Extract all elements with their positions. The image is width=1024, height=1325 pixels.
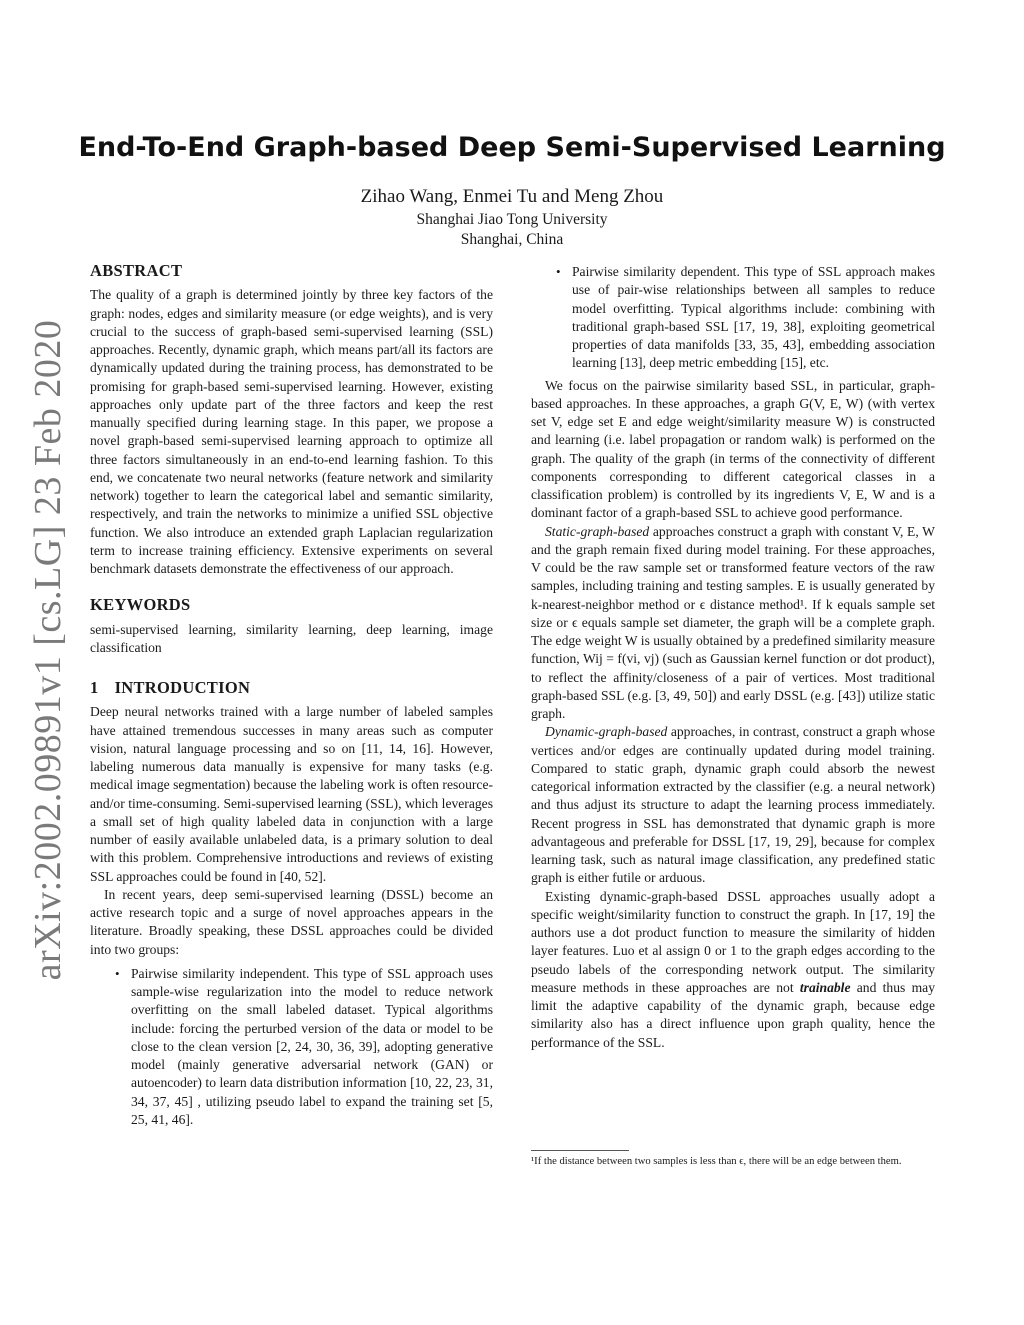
- intro-paragraph-1: Deep neural networks trained with a large number of labeled samples have attained tremendous successes in many areas such as computer vision, natural language processing and so on [11, 14, 16]. However, labeling numerous data manually is expensive for many tasks (e.g. medical image segmentation) because the labeling work is often resource- and/or time-consuming. Semi-supervised learning (SSL), which leverages a small set of high quality labeled data in conjunction with a large number of easily available unlabeled data, is a primary solution to deal with this problem. Comprehensive introductions and reviews of existing SSL approaches could be found in [40, 52].: [90, 704, 493, 884]
- term-static-graph: Static-graph-based: [545, 523, 650, 539]
- affiliation: Shanghai Jiao Tong University: [416, 211, 608, 228]
- footnote: ¹If the distance between two samples is less than ϵ, there will be an edge between them.: [531, 1156, 902, 1167]
- keywords-heading: KEYWORDS: [90, 595, 191, 615]
- intro-paragraph-2: In recent years, deep semi-supervised learning (DSSL) become an active research topic and a surge of novel approaches appears in the literature. Broadly speaking, these DSSL approaches could be divided into two groups:: [90, 886, 493, 957]
- arxiv-identifier: arXiv:2002.09891v1 [cs.LG] 23 Feb 2020: [27, 319, 69, 981]
- list-item-pairwise-independent: • Pairwise similarity independent. This type of SSL approach uses sample-wise regularization into the model to reduce network overfitting on the small labeled dataset. Typical algorithms include: forcing the perturbed version of the data or model to be close to the clean version [2, 24, 30, 36, 39], adopting generative model (mainly generative adversarial network (GAN) or autoencoder) to learn data distribution information [10, 22, 23, 31, 34, 37, 45] , utilizing pseudo label to expand the training set [5, 25, 41, 46].: [131, 965, 493, 1129]
- term-dynamic-graph: Dynamic-graph-based: [545, 724, 668, 740]
- abstract-text: The quality of a graph is determined jointly by three key factors of the graph: nodes, edges and similarity measure (or edge weights), and is very crucial to the success of graph-based semi-supervised learning (SSL) approaches. Recently, dynamic graph, which means part/all its factors are dynamically updated during the training process, has demonstrated to be promising for graph-based semi-supervised learning. However, existing approaches only update part of the three factors and keep the rest manually specified during learning stage. In this paper, we propose a novel graph-based semi-supervised learning approach to optimize all three factors simultaneously in an end-to-end learning fashion. To this end, we concatenate two neural networks (feature network and similarity network) together to learn the categorical label and semantic similarity, respectively, and train the networks to minimize a unified SSL objective function. We also introduce an extended graph Laplacian regularization term to increase training efficiency. Extensive experiments on several benchmark datasets demonstrate the effectiveness of our approach.: [90, 287, 493, 576]
- section-title: INTRODUCTION: [114, 678, 251, 697]
- abstract-heading: ABSTRACT: [90, 261, 183, 280]
- approach-list: [90, 965, 493, 1129]
- left-column: [90, 262, 493, 1129]
- keywords-text: semi-supervised learning, similarity learning, deep learning, image classification: [90, 621, 493, 655]
- intro-paragraph-6: Existing dynamic-graph-based DSSL approaches usually adopt a specific weight/similarity function to construct the graph. In [17, 19] the authors use a dot product function to measure the similarity of hidden layer features. Luo et al assign 0 or 1 to the graph edges according to the pseudo labels of the corresponding network output. The similarity measure methods in these approaches are not trainable and thus may limit the adaptive capability of the dynamic graph, because edge similarity also has a direct influence upon graph quality, hence the performance of the SSL.: [531, 888, 935, 1050]
- footnote-rule: [531, 1150, 629, 1151]
- intro-paragraph-5: Dynamic-graph-based approaches, in contrast, construct a graph whose vertices and/or edges are continually updated during model training. Compared to static graph, dynamic graph could absorb the newest categorical information extracted by the classifier (e.g. a neural network) and thus adjust its structure to adapt the learning process immediately. Recent progress in SSL has demonstrated that dynamic graph is more advantageous and preferable for DSSL [17, 19, 29], because for complex learning task, such as natural image classification, any predefined static graph is either futile or arduous.: [531, 724, 935, 886]
- right-column: [531, 263, 935, 1052]
- section-heading-introduction: [90, 679, 493, 697]
- author-list: Zihao Wang, Enmei Tu and Meng Zhou: [360, 186, 664, 207]
- location: Shanghai, China: [460, 231, 564, 248]
- term-trainable: trainable: [799, 979, 851, 995]
- intro-paragraph-3: We focus on the pairwise similarity based SSL, in particular, graph-based approaches. In these approaches, a graph G(V, E, W) (with vertex set V, edge set E and edge weight/similarity measure W) is constructed and learning (i.e. label propagation or random walk) is performed on the graph. The quality of the graph (in terms of the connectivity of different components corresponding to different categorical classes in a classification problem) is controlled by its ingredients V, E, W and is a dominant factor of a graph-based SSL to achieve good performance.: [531, 377, 935, 521]
- approach-list-continued: [531, 263, 935, 373]
- list-item-pairwise-dependent: • Pairwise similarity dependent. This type of SSL approach makes use of pair-wise relationships between all samples to reduce model overfitting. Typical algorithms include: combining with traditional graph-based SSL [17, 19, 38], exploiting geometrical properties of data manifolds [33, 35, 43], embedding association learning [13], deep metric embedding [15], etc.: [572, 263, 935, 373]
- footnote-area: [531, 1150, 935, 1179]
- section-number: 1: [90, 678, 99, 697]
- paper-title: End-To-End Graph-based Deep Semi-Supervised Learning: [78, 132, 946, 163]
- intro-paragraph-4: Static-graph-based approaches construct a graph with constant V, E, W and the graph remain fixed during model training. For these approaches, V could be the raw sample set or transformed feature vectors of the raw samples, including training and testing samples. E is usually generated by k-nearest-neighbor method or ϵ distance method¹. If k equals sample set size or ϵ equals sample set diameter, the graph will be a complete graph. The edge weight W is usually obtained by a predefined similarity measure function, Wij = f(vi, vj) (such as Gaussian kernel function or dot product), to reflect the affinity/closeness of a pair of vertices. Most traditional graph-based SSL (e.g. [3, 49, 50]) and early DSSL (e.g. [43]) utilize static graph.: [531, 523, 935, 721]
